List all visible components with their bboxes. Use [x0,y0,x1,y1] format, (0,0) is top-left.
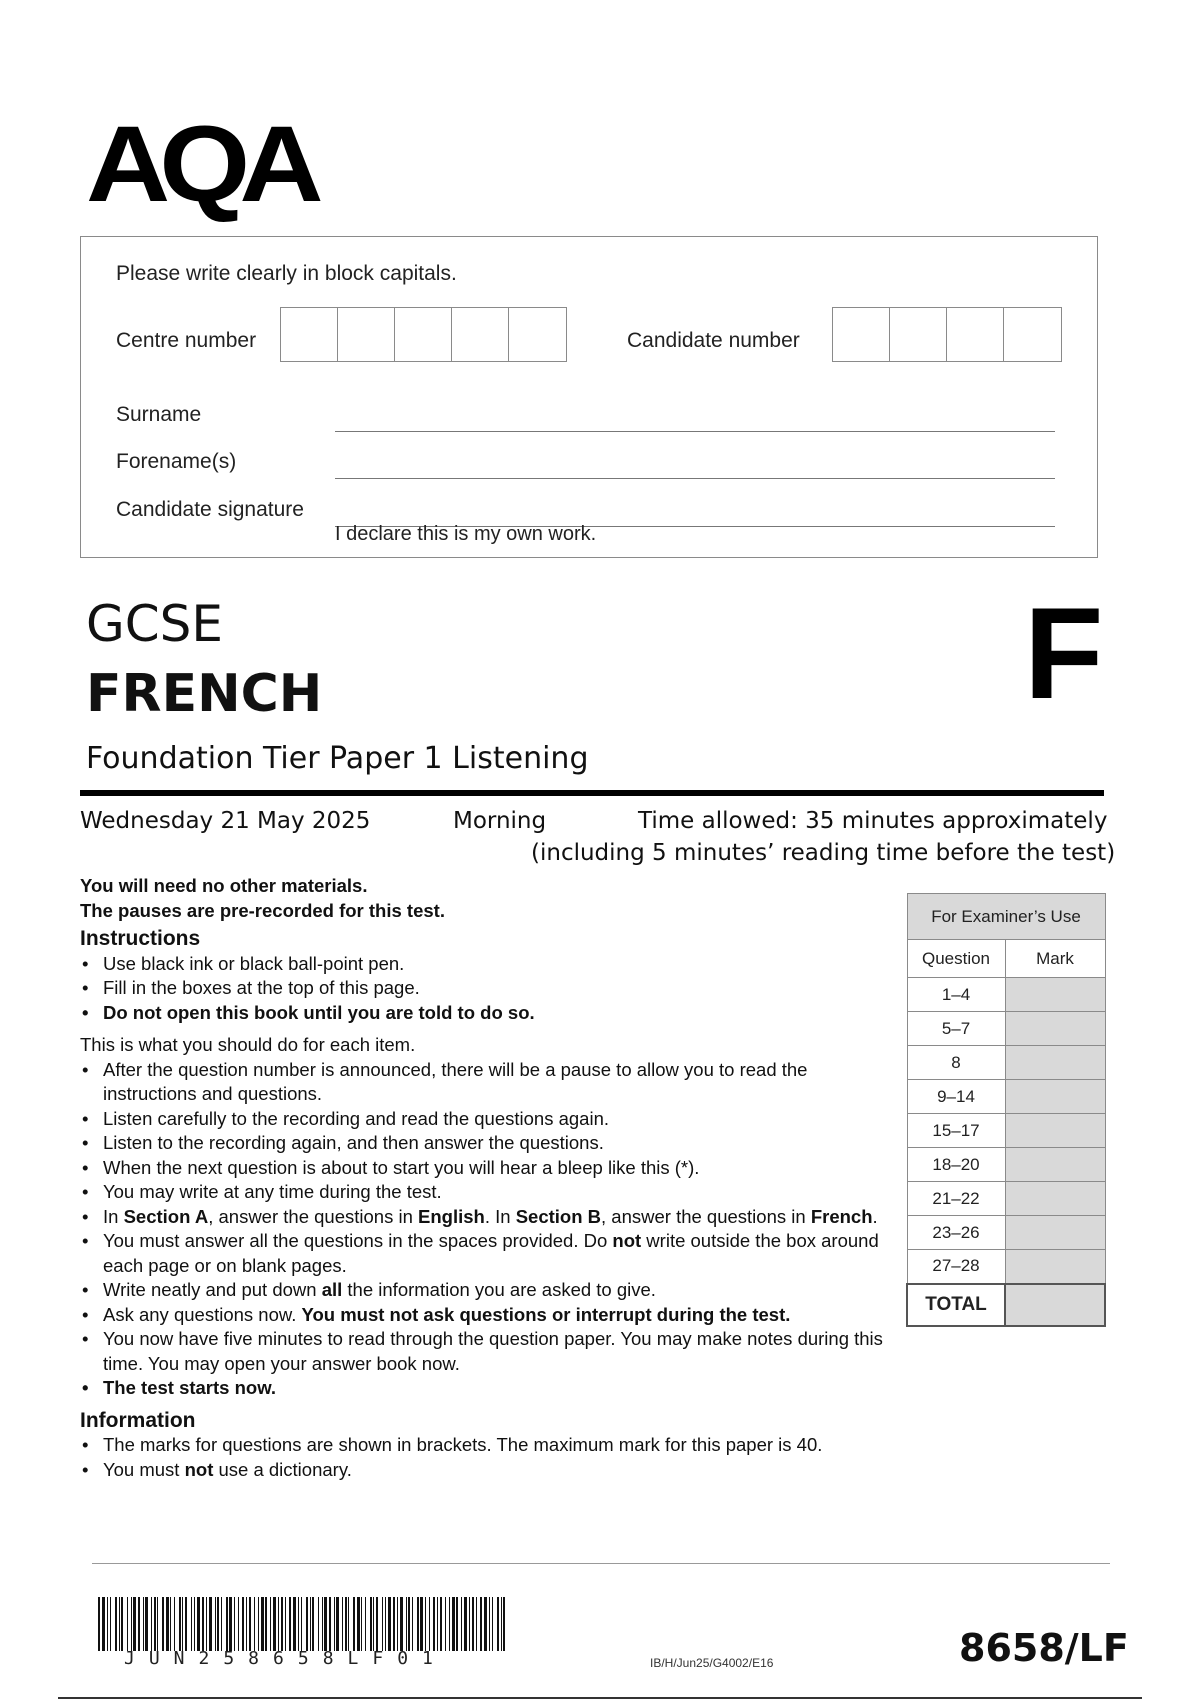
table-row: 15–17 [907,1114,1105,1148]
centre-number-label: Centre number [116,329,257,352]
table-row: 21–22 [907,1182,1105,1216]
barcode-bar [249,1597,251,1651]
barcode-bar [476,1597,477,1651]
candidate-details-box [80,236,1098,558]
barcode-bar [312,1597,314,1651]
barcode-bar [361,1597,362,1651]
candidate-digit-box[interactable] [947,308,1004,361]
title-rule [80,790,1104,796]
table-row: 5–7 [907,1012,1105,1046]
steps-list [80,1058,900,1401]
mark-cell [1005,1080,1105,1114]
barcode-bar [318,1597,319,1651]
barcode-bar [182,1597,183,1651]
time-note: (including 5 minutes’ reading time before the test) [531,840,1116,866]
table-row: 23–26 [907,1216,1105,1250]
barcode-bar [469,1597,470,1651]
instructions-body [80,874,900,1482]
barcode-bar [185,1597,187,1651]
barcode-bar [238,1597,239,1651]
barcode-bar [417,1597,419,1651]
centre-digit-box[interactable] [338,308,395,361]
examiner-table-title: For Examiner’s Use [907,894,1105,940]
forename-label: Forename(s) [116,450,237,473]
barcode-bar [329,1597,331,1651]
barcode-bar [143,1597,144,1651]
centre-number-field[interactable] [280,307,567,362]
barcode-bar [151,1597,152,1651]
barcode-bar [373,1597,374,1651]
instructions-heading: Instructions [80,927,201,950]
barcode-bar [464,1597,467,1651]
instructions-list [80,952,900,1026]
question-column-header: Question [907,940,1005,978]
list-item: • Listen to the recording again, and then answer the questions. [80,1131,900,1156]
list-item: • Do not open this book until you are told to do so. [80,1001,900,1026]
paper-reference: IB/H/Jun25/G4002/E16 [650,1656,774,1670]
barcode-bar [376,1597,378,1651]
barcode-bar [393,1597,395,1651]
barcode-bar [388,1597,391,1651]
surname-line[interactable] [335,431,1055,432]
barcode-bar [215,1597,216,1651]
subject-title: FRENCH [86,664,323,724]
barcode-bar [162,1597,164,1651]
list-item: • Use black ink or black ball-point pen. [80,952,900,977]
barcode-bar [273,1597,276,1651]
total-row [907,1284,1105,1326]
candidate-number-label: Candidate number [627,329,800,352]
mark-cell [1005,1216,1105,1250]
barcode-bar [501,1597,502,1651]
list-item: • You must not use a dictionary. [80,1458,900,1483]
barcode-bar [197,1597,200,1651]
barcode-bar [246,1597,247,1651]
barcode-bar [382,1597,383,1651]
barcode-bar [133,1597,136,1651]
table-row: 18–20 [907,1148,1105,1182]
centre-digit-box[interactable] [395,308,452,361]
barcode-bar [336,1597,339,1651]
list-item: • Fill in the boxes at the top of this page. [80,976,900,1001]
barcode-bar [226,1597,228,1651]
barcode-bar [348,1597,349,1651]
list-item: • You must answer all the questions in the spaces provided. Do not write outside the box around each page or on blank pages. [80,1229,900,1278]
barcode-bar [217,1597,219,1651]
barcode-bar [301,1597,302,1651]
candidate-digit-box[interactable] [1004,308,1061,361]
mark-cell [1005,1182,1105,1216]
barcode-bar [420,1597,423,1651]
barcode-bar [503,1597,505,1651]
barcode-bar [449,1597,450,1651]
barcode-bar [154,1597,156,1651]
materials-line: The pauses are pre-recorded for this test. [80,899,445,921]
mark-cell [1005,1148,1105,1182]
barcode-bar [170,1597,171,1651]
qualification-title: GCSE [86,595,223,653]
barcode-bar [342,1597,343,1651]
barcode-bar [98,1597,100,1651]
barcode-bar [497,1597,499,1651]
barcode-bar [437,1597,438,1651]
barcode-bar [191,1597,192,1651]
materials-line: You will need no other materials. [80,875,368,896]
barcode-bar [115,1597,117,1651]
total-mark-cell [1005,1284,1105,1326]
barcode-bar [489,1597,490,1651]
candidate-number-field[interactable] [832,307,1062,362]
barcode-bar [166,1597,169,1651]
barcode-bar [265,1597,267,1651]
barcode-bar [406,1597,407,1651]
examiner-use-table [906,893,1106,1327]
barcode-bar [281,1597,283,1651]
centre-digit-box[interactable] [509,308,566,361]
barcode-bar [258,1597,259,1651]
barcode-bar [298,1597,299,1651]
barcode-bar [174,1597,175,1651]
list-item: • In Section A, answer the questions in English. In Section B, answer the questions in French. [80,1205,900,1230]
information-heading: Information [80,1408,196,1432]
aqa-logo: AQA [86,103,313,224]
barcode-bar [270,1597,271,1651]
barcode-text: JUN258658LF01 [124,1648,447,1669]
barcode-bar [452,1597,455,1651]
mark-column-header: Mark [1005,940,1105,978]
forename-line[interactable] [335,478,1055,479]
time-allowed: Time allowed: 35 minutes approximately [638,808,1108,834]
barcode-bar [484,1597,487,1651]
barcode-bar [242,1597,244,1651]
signature-label: Candidate signature [116,498,304,521]
block-capitals-instruction: Please write clearly in block capitals. [116,262,457,285]
barcode-bar [157,1597,158,1651]
barcode-bar [127,1597,128,1651]
barcode-bar [353,1597,355,1651]
list-item: • You may write at any time during the test. [80,1180,900,1205]
list-item: • Write neatly and put down all the information you are asked to give. [80,1278,900,1303]
exam-session: Morning [453,808,547,834]
mark-cell [1005,978,1105,1012]
barcode-bar [202,1597,204,1651]
barcode-bar [492,1597,493,1651]
barcode-bar [234,1597,235,1651]
list-item: • When the next question is about to start you will hear a bleep like this (*). [80,1156,900,1181]
list-item: • Ask any questions now. You must not ask questions or interrupt during the test. [80,1303,900,1328]
barcode-bar [357,1597,360,1651]
table-row: 9–14 [907,1080,1105,1114]
barcode-bar [145,1597,148,1651]
barcode-bar [121,1597,123,1651]
barcode-bar [429,1597,430,1651]
table-row: 8 [907,1046,1105,1080]
barcode-bar [440,1597,442,1651]
barcode-bar [433,1597,435,1651]
barcode-bar [445,1597,446,1651]
total-label: TOTAL [907,1284,1005,1326]
list-item: • After the question number is announced, there will be a pause to allow you to read the instructions and questions. [80,1058,900,1107]
barcode-bar [412,1597,413,1651]
barcode-bar [179,1597,181,1651]
barcode-bar [221,1597,222,1651]
barcode-bar [472,1597,474,1651]
barcode-bar [365,1597,366,1651]
list-item: • The marks for questions are shown in brackets. The maximum mark for this paper is 40. [80,1433,900,1458]
barcode-bar [107,1597,108,1651]
table-row: 1–4 [907,978,1105,1012]
footer-rule [92,1563,1110,1564]
surname-label: Surname [116,403,202,426]
barcode-bar [293,1597,296,1651]
paper-subtitle: Foundation Tier Paper 1 Listening [86,741,589,776]
barcode-bar [102,1597,105,1651]
mark-cell [1005,1114,1105,1148]
table-row: 27–28 [907,1250,1105,1284]
barcode-bar [370,1597,372,1651]
barcode-bar [322,1597,323,1651]
barcode-bar [461,1597,462,1651]
barcode-bar [194,1597,195,1651]
bottom-rule [58,1697,1142,1699]
barcode-bar [254,1597,255,1651]
barcode-bar [310,1597,311,1651]
paper-code: 8658/LF [959,1626,1129,1670]
barcode-bar [138,1597,140,1651]
barcode-bar [119,1597,120,1651]
list-item: • Listen carefully to the recording and read the questions again. [80,1107,900,1132]
list-item: • You now have five minutes to read through the question paper. You may make notes during this time. You may open your answer book now. [80,1327,900,1376]
barcode-bar [229,1597,232,1651]
barcode-bar [324,1597,327,1651]
barcode-bar [385,1597,386,1651]
barcode-bar [261,1597,264,1651]
tier-letter: F [1024,580,1104,726]
barcode [98,1597,510,1651]
barcode-bar [278,1597,279,1651]
mark-cell [1005,1012,1105,1046]
barcode-bar [408,1597,410,1651]
barcode-bar [397,1597,398,1651]
candidate-digit-box[interactable] [890,308,947,361]
list-item: • The test starts now. [80,1376,900,1401]
barcode-bar [456,1597,458,1651]
barcode-bar [131,1597,132,1651]
barcode-bar [345,1597,347,1651]
declaration-text: I declare this is my own work. [335,523,597,545]
barcode-bar [306,1597,308,1651]
barcode-bar [425,1597,426,1651]
mark-cell [1005,1250,1105,1284]
barcode-bar [334,1597,335,1651]
candidate-digit-box[interactable] [833,308,890,361]
centre-digit-box[interactable] [452,308,509,361]
barcode-bar [289,1597,291,1651]
exam-date: Wednesday 21 May 2025 [80,808,371,834]
information-list [80,1433,900,1482]
barcode-bar [206,1597,207,1651]
barcode-bar [209,1597,212,1651]
barcode-bar [285,1597,286,1651]
item-intro: This is what you should do for each item. [80,1034,416,1055]
mark-cell [1005,1046,1105,1080]
barcode-bar [110,1597,111,1651]
barcode-bar [480,1597,482,1651]
barcode-bar [400,1597,403,1651]
centre-digit-box[interactable] [281,308,338,361]
